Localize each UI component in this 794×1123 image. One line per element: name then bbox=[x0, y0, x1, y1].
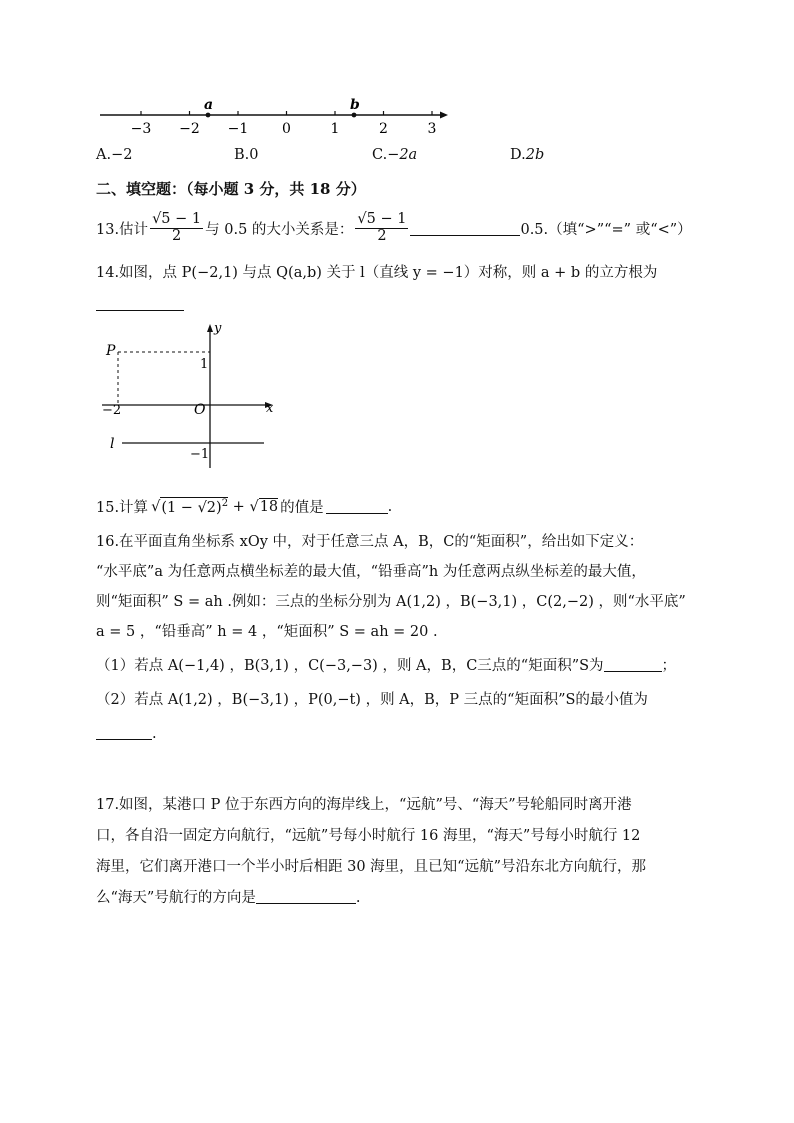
section-title: 二、填空题：（每小题 3 分，共 18 分） bbox=[96, 180, 366, 198]
q13-fraction-2: $\frac{√5 - 1}{2}$ bbox=[357, 211, 407, 244]
point-a-dot bbox=[206, 113, 211, 118]
q16-line-1: 16.在平面直角坐标系 xOy 中，对于任意三点 A，B，C的“矩面积”，给出如下定义： bbox=[96, 534, 644, 550]
point-b-dot bbox=[352, 113, 357, 118]
q13-suffix: 0.5.（填“>”“=” 或“<”） bbox=[520, 221, 692, 238]
tick-label: −2 bbox=[179, 121, 200, 137]
tick-label: −3 bbox=[130, 121, 152, 137]
q15-suffix: 的值是 bbox=[280, 500, 324, 516]
label-one: 1 bbox=[200, 357, 209, 372]
question-17 bbox=[96, 790, 696, 914]
question-13 bbox=[96, 212, 692, 245]
q16-part-2: （2）若点 A(1,2) ，B(−3,1) ，P(0,−t) ，则 A，B，P 三点的“矩面积”S的最小值为 bbox=[96, 692, 648, 708]
tick-label: 0 bbox=[282, 121, 291, 137]
q15-sqrt-2: 18 bbox=[259, 499, 279, 515]
q16-part2-blank-row: . bbox=[96, 719, 696, 749]
number-line-arrow bbox=[440, 112, 448, 119]
q13-answer-blank[interactable] bbox=[410, 221, 520, 236]
q17-line-3: 海里，它们离开港口一个半小时后相距 30 海里，且已知“远航”号沿东北方向航行，那 bbox=[96, 859, 646, 875]
q15-answer-blank[interactable] bbox=[326, 499, 388, 514]
point-a-label: a bbox=[204, 97, 214, 113]
q16-part-1: （1）若点 A(−1,4) ，B(3,1) ，C(−3,−3) ，则 A，B，C三点的“矩面积”S为 ； bbox=[96, 658, 677, 674]
label-neg-two: −2 bbox=[102, 403, 122, 418]
label-O: O bbox=[194, 402, 206, 418]
question-15: 15.计算 √ $(1 - √2)^2$ + √ 18 的值是 . bbox=[96, 496, 392, 517]
label-x: x bbox=[266, 401, 274, 416]
label-l: l bbox=[110, 436, 115, 452]
option-c: C.−2a bbox=[372, 147, 418, 163]
tick-label: 2 bbox=[379, 121, 388, 137]
q16-line-3: 则“矩面积” S = ah .例如：三点的坐标分别为 A(1,2) ，B(−3,1) ，C(2,−2) ，则“水平底” bbox=[96, 594, 686, 610]
tick-label: 1 bbox=[330, 121, 340, 137]
label-y: y bbox=[214, 321, 222, 336]
number-line-figure bbox=[96, 92, 456, 140]
q15-sqrt-1: $(1 - √2)^2$ bbox=[161, 498, 229, 516]
q13-middle: 与 0.5 的大小关系是： bbox=[205, 221, 354, 238]
q17-answer-blank[interactable] bbox=[256, 889, 356, 904]
q13-prefix: 13.估计 bbox=[96, 221, 149, 238]
q14-answer-blank[interactable] bbox=[96, 296, 184, 311]
q16-line-4: a = 5 ，“铅垂高” h = 4 ，“矩面积” S = ah = 20 . bbox=[96, 624, 438, 640]
y-axis-arrow bbox=[207, 324, 213, 332]
tick-label: 3 bbox=[427, 121, 437, 137]
q17-line-1: 17.如图，某港口 P 位于东西方向的海岸线上，“远航”号、“海天”号轮船同时离开港 bbox=[96, 797, 632, 813]
option-a: A.−2 bbox=[96, 147, 133, 163]
option-b: B.0 bbox=[234, 147, 259, 163]
q14-coordinate-graph bbox=[96, 318, 286, 478]
label-P: P bbox=[106, 343, 116, 359]
option-d: D.2b bbox=[510, 147, 545, 163]
label-neg-one: −1 bbox=[190, 447, 210, 462]
q17-line-4: 么“海天”号航行的方向是 . bbox=[96, 890, 361, 906]
q15-prefix: 15.计算 bbox=[96, 500, 149, 516]
q16-line-2: “水平底”a 为任意两点横坐标差的最大值，“铅垂高”h 为任意两点纵坐标差的最大值， bbox=[96, 564, 646, 580]
tick-label: −1 bbox=[227, 121, 249, 137]
q15-plus: + bbox=[228, 498, 250, 515]
q13-fraction-1: $\frac{√5 - 1}{2}$ bbox=[152, 211, 202, 244]
point-b-label: b bbox=[350, 97, 360, 113]
question-16 bbox=[96, 527, 696, 749]
question-14: 14.如图，点 P(−2,1) 与点 Q(a,b) 关于 l（直线 y = −1）对称，则 a + b 的立方根为 bbox=[96, 265, 658, 281]
q16-part2-blank[interactable] bbox=[96, 725, 152, 740]
q16-part1-blank[interactable] bbox=[604, 657, 662, 672]
q17-line-2: 口，各自沿一固定方向航行，“远航”号每小时航行 16 海里，“海天”号每小时航行 12 bbox=[96, 828, 641, 844]
